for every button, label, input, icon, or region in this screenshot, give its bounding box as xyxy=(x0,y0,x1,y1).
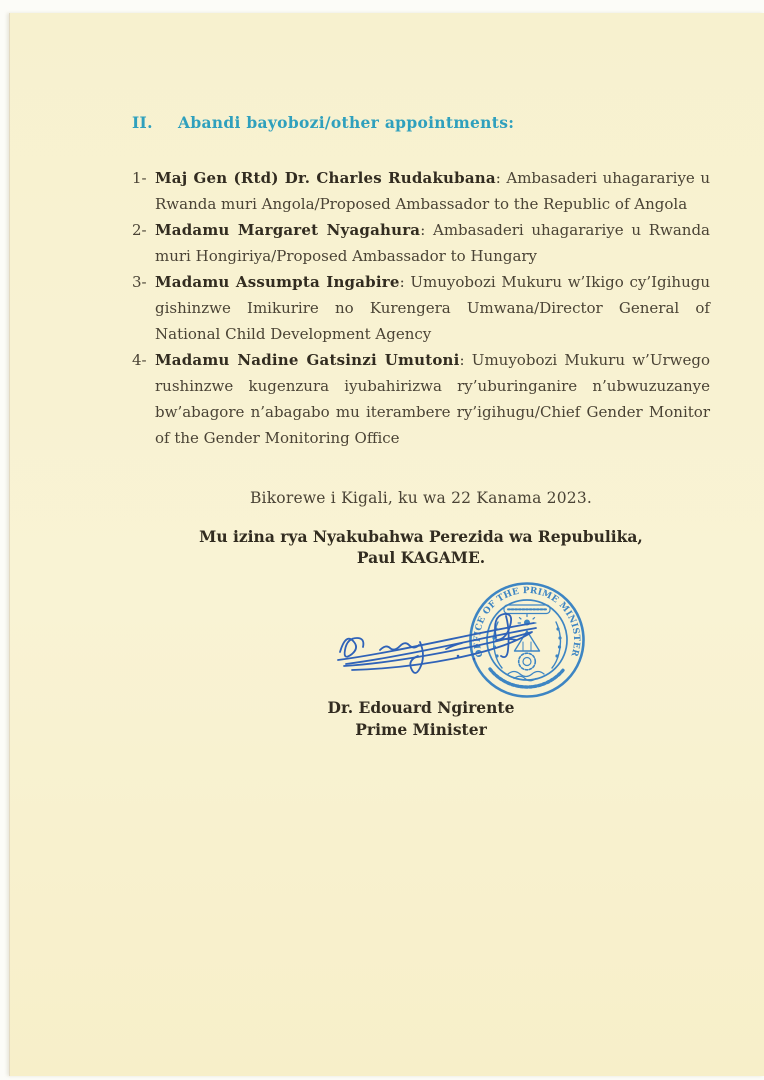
signature-and-stamp xyxy=(328,576,598,701)
appointment-description: : Ambasaderi uhagarariye u Rwanda muri Angola/Proposed Ambassador to the Republic of Angola xyxy=(155,169,710,213)
section-heading xyxy=(132,113,710,132)
president-name: Paul KAGAME. xyxy=(356,548,486,567)
appointee-name: Maj Gen (Rtd) Dr. Charles Rudakubana xyxy=(155,169,496,187)
list-item xyxy=(132,269,710,347)
appointments-list xyxy=(132,165,710,451)
page-content xyxy=(132,113,710,451)
list-item xyxy=(132,217,710,269)
section-numeral: II. xyxy=(132,113,153,132)
closing-block xyxy=(132,489,710,568)
authority-line: Mu izina rya Nyakubahwa Perezida wa Repubulika, xyxy=(199,527,643,546)
stamp-ring-text: OFFICE OF THE PRIME MINISTER xyxy=(472,586,582,659)
appointment-description: : Ambasaderi uhagarariye u Rwanda muri Hongiriya/Proposed Ambassador to Hungary xyxy=(155,221,710,265)
appointee-name: Madamu Assumpta Ingabire xyxy=(155,273,400,291)
list-item xyxy=(132,165,710,217)
signatory-title: Prime Minister xyxy=(355,720,487,739)
appointee-name: Madamu Nadine Gatsinzi Umutoni xyxy=(155,351,460,369)
appointment-description: : Umuyobozi Mukuru w’Ikigo cy’Igihugu gishinzwe Imikurire no Kurengera Umwana/Director General of National Child Development Agency xyxy=(155,273,710,343)
appointee-name: Madamu Margaret Nyagahura xyxy=(155,221,421,239)
stamp-bottom-text-marks xyxy=(490,669,564,687)
section-title: Abandi bayobozi/other appointments: xyxy=(178,113,515,132)
list-item xyxy=(132,347,710,451)
signatory-block xyxy=(132,697,710,741)
item-number: 1- xyxy=(132,169,147,187)
signature-icon xyxy=(338,614,536,673)
prime-minister-stamp-icon xyxy=(471,584,584,697)
appointment-description: : Umuyobozi Mukuru w’Urwego rushinzwe kugenzura iyubahirizwa ry’uburinganire n’ubwuzuzanye bw’abagore n’abagabo mu iterambere ry’igihugu/Chief Gender Monitor of the Gender Monitoring Office xyxy=(155,351,710,447)
stamp-signature-graphic xyxy=(328,576,598,701)
authority-lines xyxy=(132,526,710,568)
item-number: 4- xyxy=(132,351,147,369)
document-page xyxy=(9,13,764,1076)
signatory-name: Dr. Edouard Ngirente xyxy=(327,698,515,717)
item-number: 2- xyxy=(132,221,147,239)
place-date-line: Bikorewe i Kigali, ku wa 22 Kanama 2023. xyxy=(249,489,593,507)
item-number: 3- xyxy=(132,273,147,291)
